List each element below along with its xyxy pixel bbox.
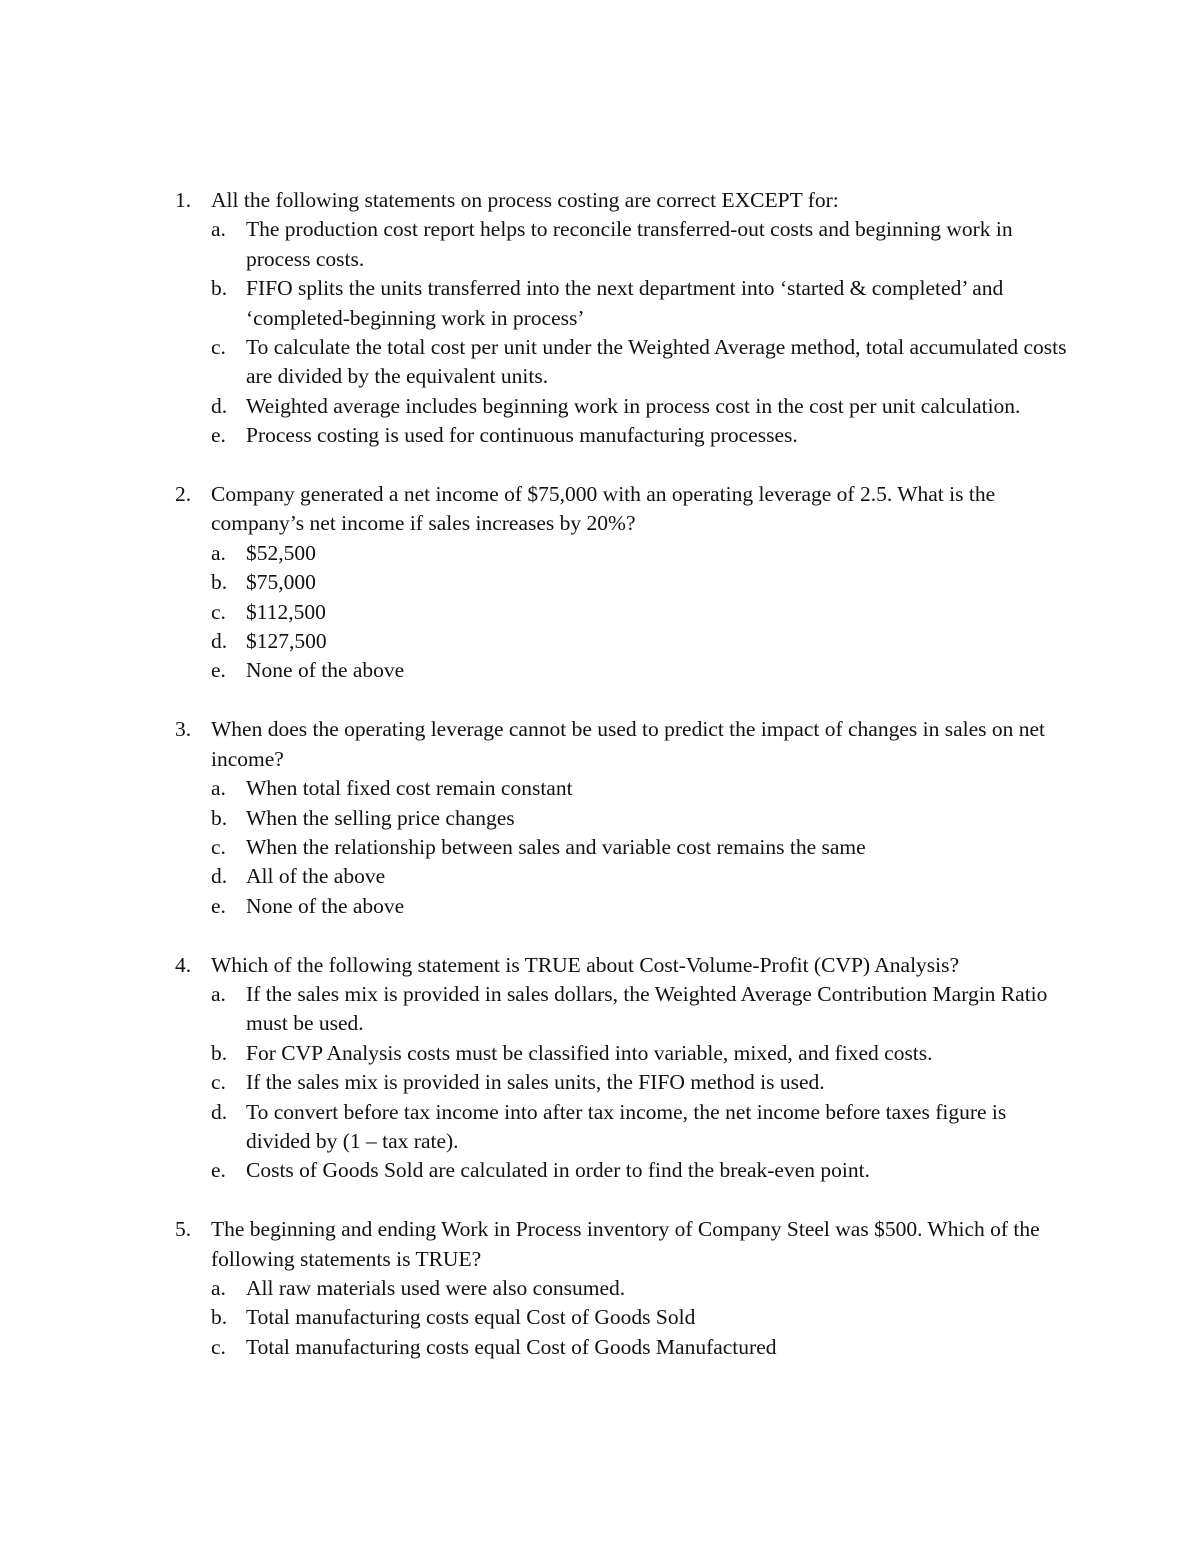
option-letter: c. <box>211 335 226 360</box>
option-letter: b. <box>211 276 228 301</box>
option-letter: a. <box>211 776 226 801</box>
option-letter: d. <box>211 864 228 889</box>
option-text: The production cost report helps to reconcile transferred-out costs and beginning work in process costs. <box>246 217 1013 271</box>
option-item <box>211 598 1073 627</box>
option-item <box>211 1274 1073 1303</box>
option-list <box>211 1274 1073 1362</box>
option-text: Total manufacturing costs equal Cost of Goods Manufactured <box>246 1334 777 1359</box>
question-text: Which of the following statement is TRUE about Cost-Volume-Profit (CVP) Analysis? <box>211 952 960 977</box>
option-letter: b. <box>211 570 228 595</box>
option-item <box>211 392 1073 421</box>
option-list <box>211 774 1073 921</box>
option-item <box>211 539 1073 568</box>
option-text: When the relationship between sales and variable cost remains the same <box>246 834 866 859</box>
option-item <box>211 862 1073 891</box>
question-2 <box>173 480 1073 686</box>
question-number: 1. <box>175 188 192 212</box>
option-text: FIFO splits the units transferred into the next department into ‘started & completed’ and ‘completed-beginning work in process’ <box>246 276 1004 330</box>
option-letter: e. <box>211 423 226 448</box>
option-text: If the sales mix is provided in sales units, the FIFO method is used. <box>246 1070 825 1095</box>
question-text: All the following statements on process costing are correct EXCEPT for: <box>211 188 839 212</box>
option-text: If the sales mix is provided in sales dollars, the Weighted Average Contribution Margin Ratio must be used. <box>246 981 1048 1036</box>
question-number: 3. <box>175 717 192 742</box>
option-text: To calculate the total cost per unit under the Weighted Average method, total accumulated costs are divided by the equivalent units. <box>246 335 1067 389</box>
option-item <box>211 833 1073 862</box>
option-text: All raw materials used were also consumed. <box>246 1275 626 1300</box>
option-letter: a. <box>211 540 226 565</box>
option-list <box>211 215 1073 450</box>
option-item <box>211 980 1073 1039</box>
option-text: None of the above <box>246 658 405 683</box>
question-4 <box>173 951 1073 1186</box>
option-item <box>211 215 1073 274</box>
question-number: 2. <box>175 482 192 507</box>
option-text: None of the above <box>246 893 405 918</box>
option-item <box>211 1333 1073 1362</box>
option-letter: d. <box>211 393 228 418</box>
option-item <box>211 1068 1073 1097</box>
option-letter: d. <box>211 1099 228 1124</box>
option-letter: e. <box>211 1158 226 1183</box>
option-letter: c. <box>211 599 226 624</box>
option-letter: c. <box>211 1070 226 1095</box>
option-item <box>211 1098 1073 1157</box>
option-letter: b. <box>211 1040 228 1065</box>
option-text: $75,000 <box>246 570 316 595</box>
option-item <box>211 1156 1073 1185</box>
option-item <box>211 568 1073 597</box>
question-1 <box>173 186 1073 451</box>
option-item <box>211 1039 1073 1068</box>
option-letter: e. <box>211 893 226 918</box>
option-text: All of the above <box>246 864 386 889</box>
option-list <box>211 539 1073 686</box>
option-letter: a. <box>211 981 226 1006</box>
option-letter: a. <box>211 217 226 242</box>
option-item <box>211 1303 1073 1332</box>
question-number: 4. <box>175 952 192 977</box>
option-item <box>211 421 1073 450</box>
option-item <box>211 892 1073 921</box>
option-item <box>211 656 1073 685</box>
option-text: Costs of Goods Sold are calculated in order to find the break-even point. <box>246 1158 870 1183</box>
option-text: For CVP Analysis costs must be classified into variable, mixed, and fixed costs. <box>246 1040 933 1065</box>
option-text: Weighted average includes beginning work in process cost in the cost per unit calculation. <box>246 393 1021 418</box>
option-item <box>211 627 1073 656</box>
option-text: When total fixed cost remain constant <box>246 776 573 801</box>
option-letter: b. <box>211 805 228 830</box>
question-list <box>173 186 1073 1392</box>
option-letter: d. <box>211 629 228 654</box>
option-letter: e. <box>211 658 226 683</box>
question-5 <box>173 1215 1073 1362</box>
option-text: When the selling price changes <box>246 805 515 830</box>
question-text: When does the operating leverage cannot be used to predict the impact of changes in sales on net income? <box>211 717 1046 771</box>
option-item <box>211 333 1073 392</box>
option-text: $112,500 <box>246 599 326 624</box>
option-text: To convert before tax income into after tax income, the net income before taxes figure is divided by (1 – tax rate). <box>246 1099 1007 1153</box>
option-item <box>211 804 1073 833</box>
option-letter: c. <box>211 1334 226 1359</box>
option-letter: b. <box>211 1305 228 1330</box>
question-text: Company generated a net income of $75,000 with an operating leverage of 2.5. What is the company’s net income if sales increases by 20%? <box>211 482 996 536</box>
option-list <box>211 980 1073 1186</box>
option-text: Process costing is used for continuous manufacturing processes. <box>246 423 798 448</box>
option-text: $52,500 <box>246 540 316 565</box>
question-number: 5. <box>175 1217 192 1242</box>
option-item <box>211 774 1073 803</box>
question-3 <box>173 715 1073 921</box>
option-letter: c. <box>211 834 226 859</box>
option-text: $127,500 <box>246 629 327 654</box>
option-text: Total manufacturing costs equal Cost of Goods Sold <box>246 1305 696 1330</box>
option-letter: a. <box>211 1275 226 1300</box>
question-text: The beginning and ending Work in Process inventory of Company Steel was $500. Which of the following statements is TRUE? <box>211 1217 1040 1271</box>
option-item <box>211 274 1073 333</box>
